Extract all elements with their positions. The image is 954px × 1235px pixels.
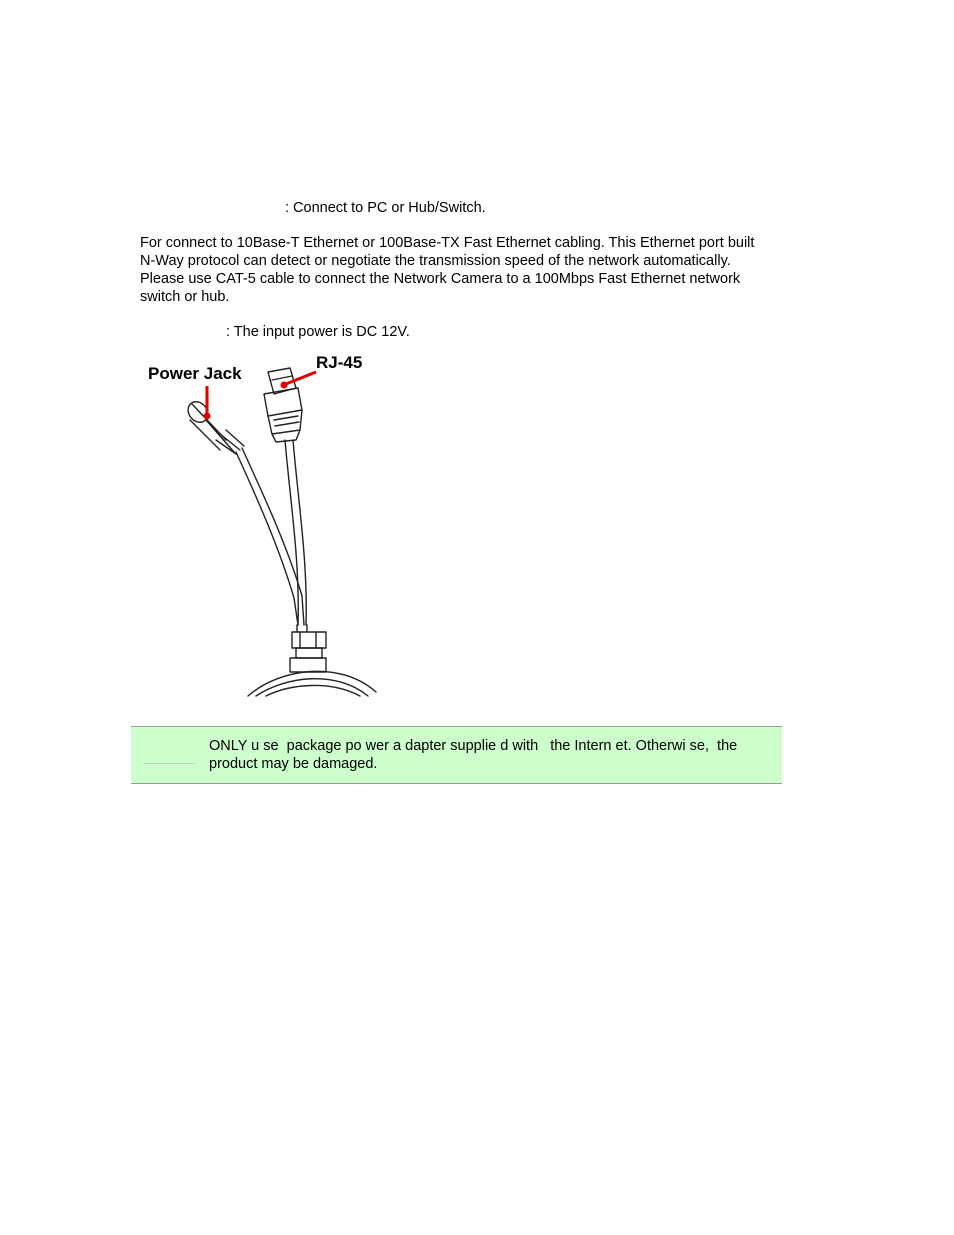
description-line: For connect to 10Base-T Ethernet or 100Base-TX Fast Ethernet cabling. This Ethernet port built (140, 235, 755, 251)
description-line: switch or hub. (140, 289, 230, 305)
note-text (209, 737, 737, 773)
rj45-description (140, 234, 754, 306)
cable-connector-figure (140, 350, 380, 700)
note-divider (143, 763, 195, 764)
note-line: product may be damaged. (209, 756, 378, 772)
power-caption: : The input power is DC 12V. (226, 324, 410, 340)
rj45-caption: : Connect to PC or Hub/Switch. (285, 200, 486, 216)
description-line: N-Way protocol can detect or negotiate the transmission speed of the network automatically. (140, 253, 731, 269)
note-line: ONLY u se package po wer a dapter supplie d with the Intern et. Otherwi se, the (209, 738, 738, 754)
rj45-label: RJ-45 (316, 353, 363, 372)
description-line: Please use CAT-5 cable to connect the Network Camera to a 100Mbps Fast Ethernet network (140, 271, 741, 287)
power-jack-label: Power Jack (148, 364, 242, 383)
